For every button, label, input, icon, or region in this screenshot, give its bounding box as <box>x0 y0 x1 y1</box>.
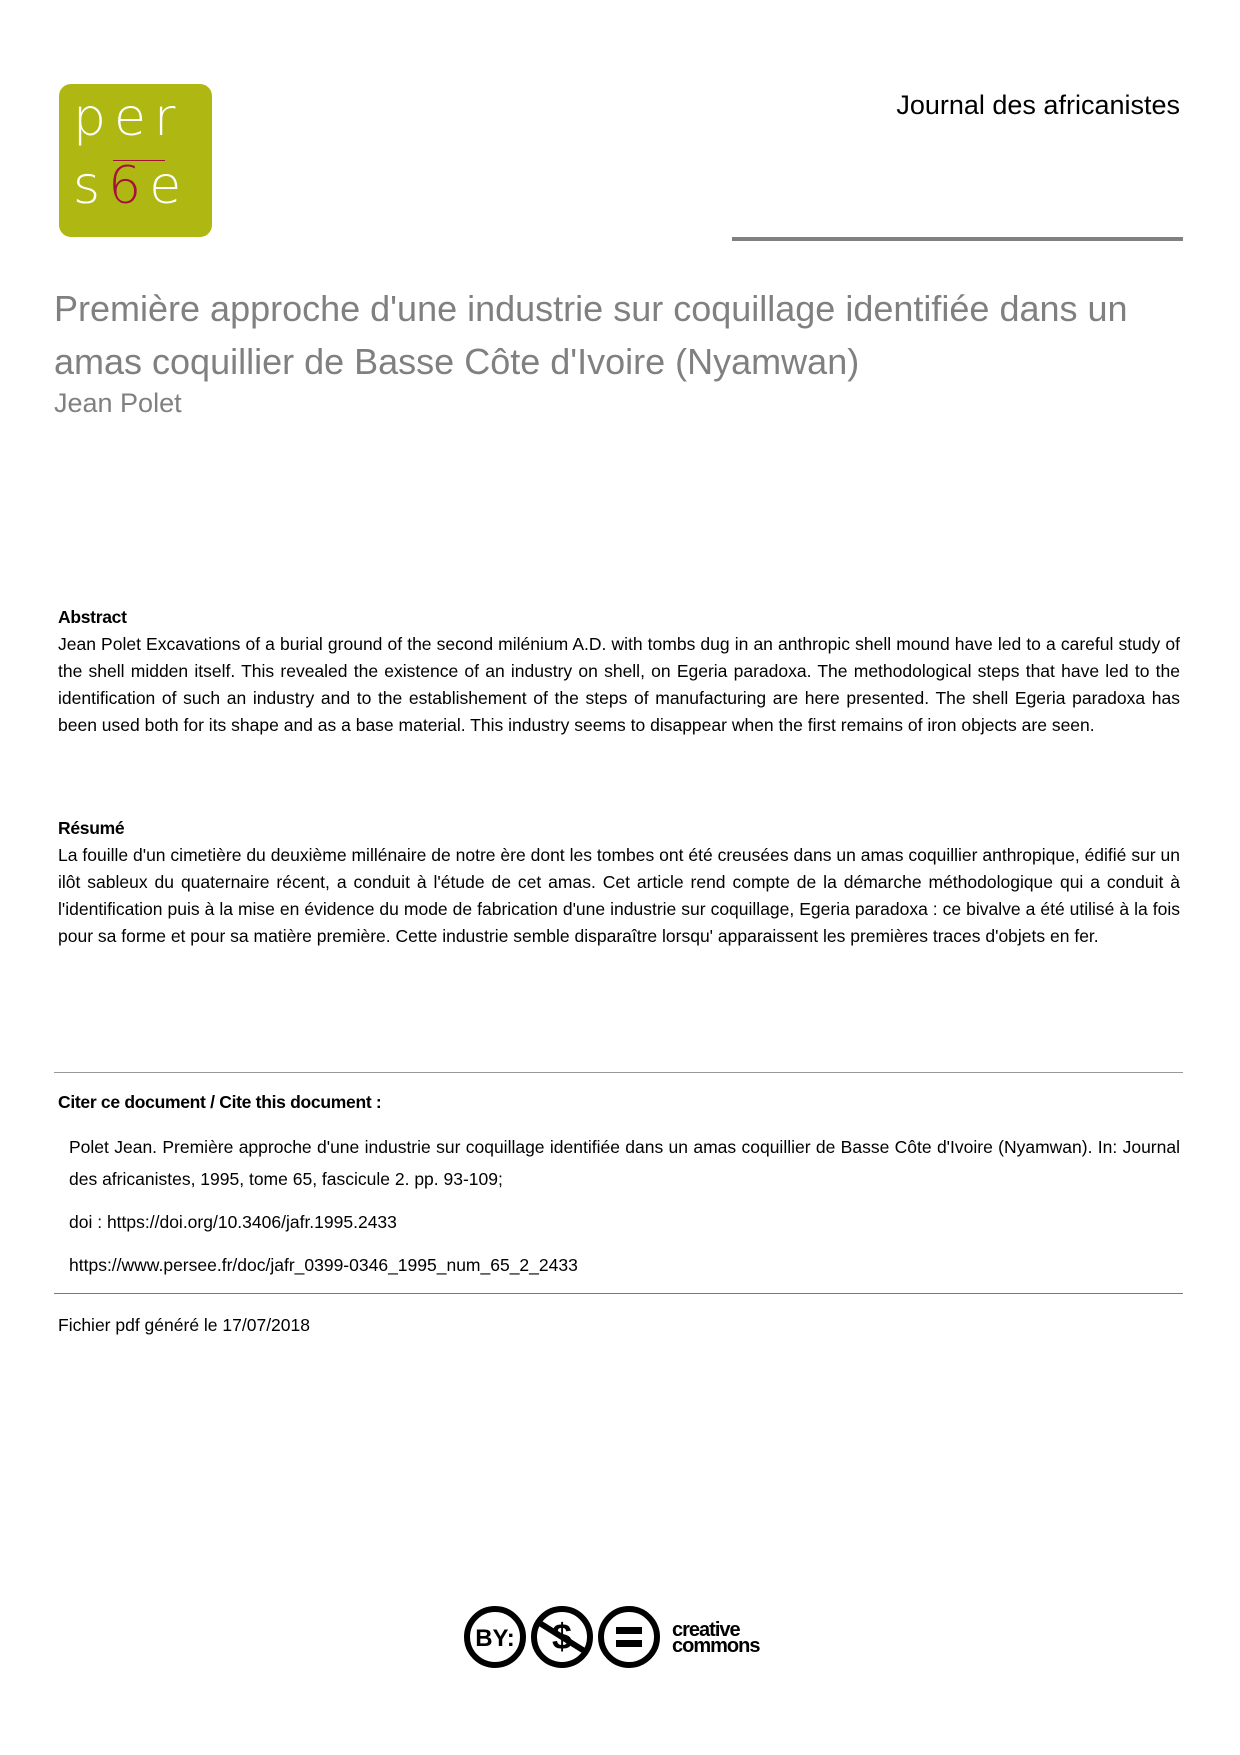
citation-text: Polet Jean. Première approche d'une industrie sur coquillage identifiée dans un amas coquillier de Basse Côte d'Ivoire (Nyamwan). In: Journal des africanistes, 1995, tome 65, fascicule 2. pp. 93-109; <box>69 1137 1180 1189</box>
dollar-icon: $ <box>551 1616 573 1657</box>
persee-logo <box>59 84 212 237</box>
article-author: Jean Polet <box>54 388 182 418</box>
cc-text-commons: commons <box>672 1635 760 1657</box>
doi-link[interactable]: doi : https://doi.org/10.3406/jafr.1995.2433 <box>69 1212 397 1232</box>
abstract-section <box>58 604 1180 739</box>
cc-by-label: BY: <box>475 1625 515 1652</box>
resume-section <box>58 815 1180 950</box>
header-divider <box>732 237 1183 241</box>
divider <box>54 1293 1183 1294</box>
abstract-text: Jean Polet Excavations of a burial ground of the second milénium A.D. with tombs dug in an anthropic shell mound have led to a careful study of the shell midden itself. This revealed the existence of an industry on shell, on Egeria paradoxa. The methodological steps that have led to the identification of such an industry and to the establishement of the steps of manufacturing are here presented. The shell Egeria paradoxa has been used both for its shape and as a base material. This industry seems to disappear when the first remains of iron objects are seen. <box>58 634 1180 735</box>
creative-commons-license-icon <box>462 1602 778 1672</box>
cc-text-creative: creative <box>672 1619 740 1641</box>
article-title: Première approche d'une industrie sur coquillage identifiée dans un amas coquillier de Basse Côte d'Ivoire (Nyamwan) <box>54 288 1128 382</box>
logo-text-bottom: s6e <box>73 156 190 216</box>
divider <box>54 1072 1183 1073</box>
resume-text: La fouille d'un cimetière du deuxième millénaire de notre ère dont les tombes ont été creusées dans un amas coquillier anthropique, édifié sur un ilôt sableux du quaternaire récent, a conduit à l'étude de cet amas. Cet article rend compte de la démarche méthodologique qui a conduit à l'identification puis à la mise en évidence du mode de fabrication d'une industrie sur coquillage, Egeria paradoxa : ce bivalve a été utilisé à la fois pour sa forme et pour sa matière première. Cette industrie semble disparaître lorsqu' apparaissent les premières traces d'objets en fer. <box>58 845 1180 946</box>
abstract-heading: Abstract <box>58 607 127 627</box>
citation-heading: Citer ce document / Cite this document : <box>58 1092 382 1112</box>
generated-date: Fichier pdf généré le 17/07/2018 <box>58 1315 310 1335</box>
journal-name: Journal des africanistes <box>896 90 1180 120</box>
resume-heading: Résumé <box>58 818 125 838</box>
logo-text-top: per <box>73 88 184 148</box>
persee-url-link[interactable]: https://www.persee.fr/doc/jafr_0399-0346_1995_num_65_2_2433 <box>69 1255 578 1275</box>
